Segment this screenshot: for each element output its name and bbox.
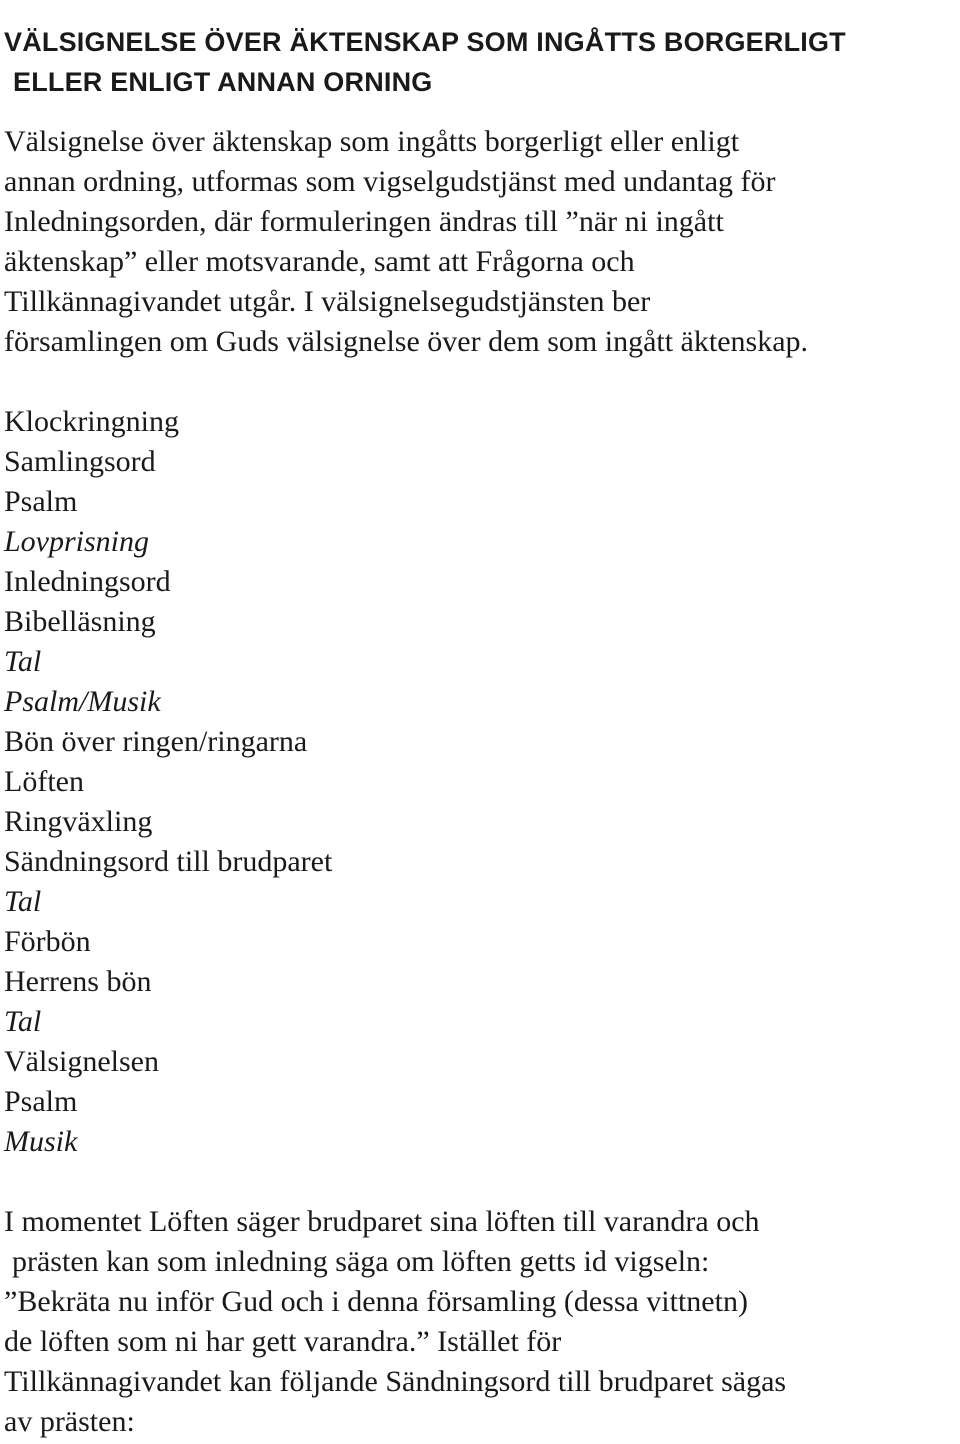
service-item: Psalm <box>4 485 78 518</box>
intro-line: församlingen om Guds välsignelse över dem som ingått äktenskap. <box>4 325 809 358</box>
service-item: Herrens bön <box>4 965 152 998</box>
service-item: Samlingsord <box>4 445 156 478</box>
service-item-optional: Tal <box>4 645 42 678</box>
closing-line: prästen kan som inledning säga om löften getts id vigseln: <box>12 1245 710 1278</box>
service-item: Förbön <box>4 925 91 958</box>
closing-line: ”Bekräta nu inför Gud och i denna församling (dessa vittnetn) <box>4 1285 748 1318</box>
intro-line: äktenskap” eller motsvarande, samt att Frågorna och <box>4 245 635 278</box>
closing-line: Tillkännagivandet kan följande Sändningsord till brudparet sägas <box>4 1365 787 1398</box>
service-item-optional: Musik <box>4 1125 78 1158</box>
service-item: Inledningsord <box>4 565 171 598</box>
service-item: Ringväxling <box>4 805 153 838</box>
service-item: Klockringning <box>4 405 179 438</box>
service-item-optional: Tal <box>4 885 42 918</box>
service-item: Välsignelsen <box>4 1045 159 1078</box>
service-item: Sändningsord till brudparet <box>4 845 333 878</box>
closing-paragraph <box>4 1202 954 1442</box>
closing-line: I momentet Löften säger brudparet sina löften till varandra och <box>4 1205 760 1238</box>
service-item-optional: Tal <box>4 1005 42 1038</box>
service-item-optional: Lovprisning <box>4 525 150 558</box>
closing-line: de löften som ni har gett varandra.” Istället för <box>4 1325 562 1358</box>
intro-paragraph <box>4 122 954 362</box>
document-heading <box>4 22 954 102</box>
service-item: Bön över ringen/ringarna <box>4 725 308 758</box>
heading-line-1: VÄLSIGNELSE ÖVER ÄKTENSKAP SOM INGÅTTS BORGERLIGT <box>4 27 846 58</box>
intro-line: Inledningsorden, där formuleringen ändras till ”när ni ingått <box>4 205 724 238</box>
intro-line: annan ordning, utformas som vigselgudstjänst med undantag för <box>4 165 776 198</box>
closing-line: av prästen: <box>4 1405 135 1438</box>
heading-line-2: ELLER ENLIGT ANNAN ORNING <box>13 67 433 98</box>
service-item: Psalm <box>4 1085 78 1118</box>
service-item: Löften <box>4 765 84 798</box>
service-item: Bibelläsning <box>4 605 156 638</box>
service-item-optional: Psalm/Musik <box>4 685 161 718</box>
intro-line: Välsignelse över äktenskap som ingåtts borgerligt eller enligt <box>4 125 740 158</box>
order-of-service-list <box>4 402 954 1162</box>
intro-line: Tillkännagivandet utgår. I välsignelsegudstjänsten ber <box>4 285 651 318</box>
